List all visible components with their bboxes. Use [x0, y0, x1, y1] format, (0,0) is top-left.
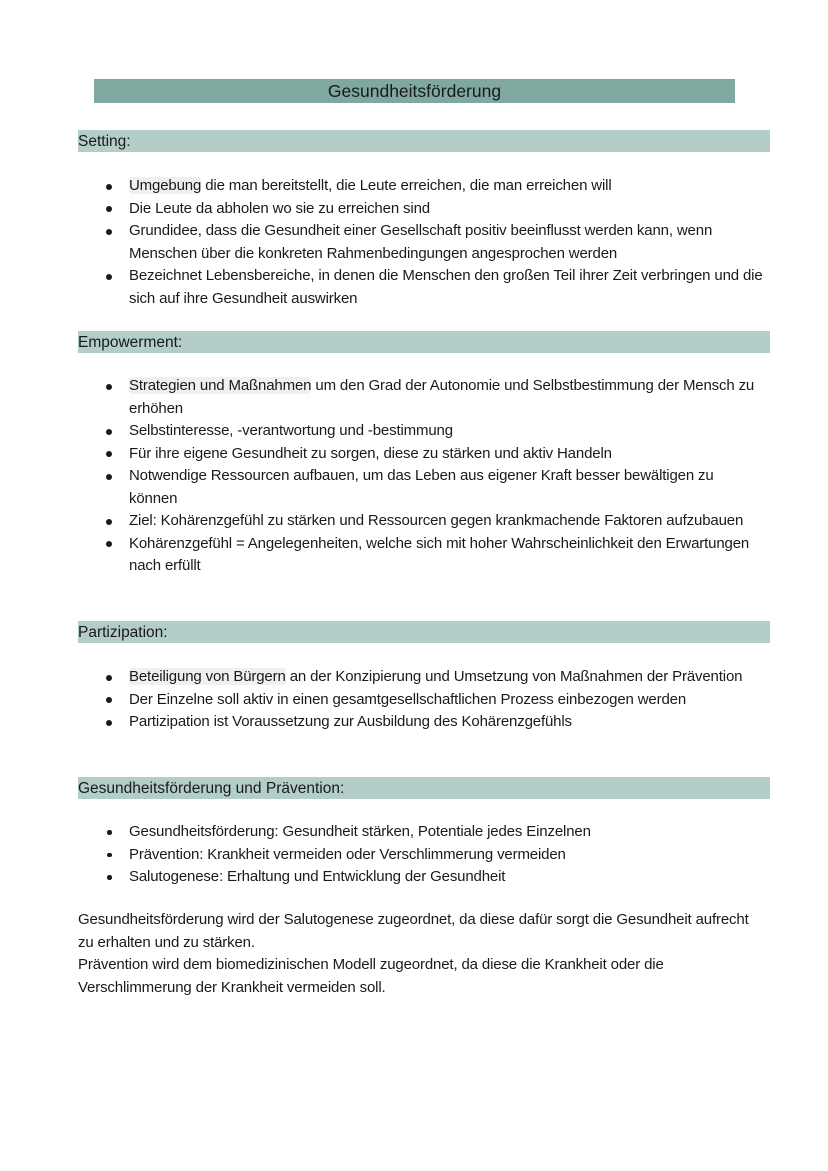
list-item: Partizipation ist Voraussetzung zur Ausbildung des Kohärenzgefühls — [105, 711, 765, 734]
section-heading-partizipation: Partizipation: — [78, 621, 770, 643]
list-item: Kohärenzgefühl = Angelegenheiten, welche sich mit hoher Wahrscheinlichkeit den Erwartungen nach erfüllt — [105, 533, 765, 578]
highlighted-text: Strategien und Maßnahmen — [129, 377, 312, 394]
highlighted-text: Umgebung — [129, 177, 202, 194]
section-heading-setting: Setting: — [78, 130, 770, 152]
list-item — [105, 666, 765, 689]
list-item: Salutogenese: Erhaltung und Entwicklung der Gesundheit — [105, 866, 765, 889]
list-item: Bezeichnet Lebensbereiche, in denen die Menschen den großen Teil ihrer Zeit verbringen und die sich auf ihre Gesundheit auswirken — [105, 265, 765, 310]
paragraph: Prävention wird dem biomedizinischen Modell zugeordnet, da diese die Krankheit oder die Verschlimmerung der Krankheit vermeiden soll. — [78, 956, 664, 996]
paragraph: Gesundheitsförderung wird der Salutogenese zugeordnet, da diese dafür sorgt die Gesundheit aufrecht zu erhalten und zu stärken. — [78, 911, 749, 951]
list-item: Der Einzelne soll aktiv in einen gesamtgesellschaftlichen Prozess einbezogen werden — [105, 689, 765, 712]
item-text: um den Grad der Autonomie und Selbstbestimmung der Mensch zu erhöhen — [129, 377, 755, 417]
item-text: an der Konzipierung und Umsetzung von Maßnahmen der Prävention — [285, 668, 743, 685]
list-item: Notwendige Ressourcen aufbauen, um das Leben aus eigener Kraft besser bewältigen zu können — [105, 465, 765, 510]
setting-list — [105, 175, 765, 310]
document-title: Gesundheitsförderung — [94, 79, 735, 103]
empowerment-list — [105, 375, 765, 578]
list-item — [105, 375, 765, 420]
item-text: die man bereitstellt, die Leute erreichen, die man erreichen will — [201, 177, 612, 194]
highlighted-text: Beteiligung von Bürgern — [129, 668, 286, 685]
section-heading-gf-praevention: Gesundheitsförderung und Prävention: — [78, 777, 770, 799]
list-item: Die Leute da abholen wo sie zu erreichen sind — [105, 198, 765, 221]
list-item: Grundidee, dass die Gesundheit einer Gesellschaft positiv beeinflusst werden kann, wenn Menschen über die konkreten Rahmenbedingungen angesprochen werden — [105, 220, 765, 265]
list-item — [105, 175, 765, 198]
partizipation-list — [105, 666, 765, 734]
gf-praevention-list — [105, 821, 765, 889]
list-item: Gesundheitsförderung: Gesundheit stärken, Potentiale jedes Einzelnen — [105, 821, 765, 844]
section-heading-empowerment: Empowerment: — [78, 331, 770, 353]
list-item: Selbstinteresse, -verantwortung und -bestimmung — [105, 420, 765, 443]
list-item: Ziel: Kohärenzgefühl zu stärken und Ressourcen gegen krankmachende Faktoren aufzubauen — [105, 510, 765, 533]
list-item: Für ihre eigene Gesundheit zu sorgen, diese zu stärken und aktiv Handeln — [105, 443, 765, 466]
list-item: Prävention: Krankheit vermeiden oder Verschlimmerung vermeiden — [105, 844, 765, 867]
